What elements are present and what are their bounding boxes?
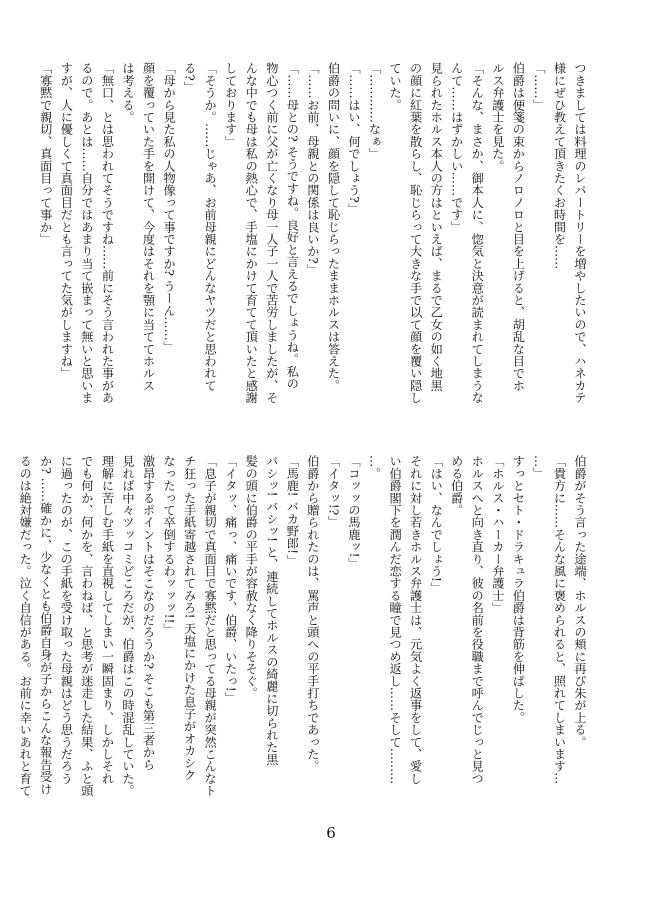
text-line: 物心つく前に父が亡くなり母一人子一人で苦労しましたが、そ xyxy=(264,62,279,404)
text-line: バシッ! バシッ! と、連続してホルスの綺麗に切られた黒 xyxy=(264,455,279,766)
text-line: 顔を覆っていた手を開けて、今度はそれを顎に当ててホルス xyxy=(141,62,156,392)
text-line: すっとセト・ドラキュラ伯爵は背筋を伸ばした。 xyxy=(511,455,526,724)
text-line: 「……お前、母親との関係は良いか?」 xyxy=(305,62,320,276)
text-line: 様にぜひ教えて頂きたくお時間を…… xyxy=(552,62,567,270)
text-line: に過ったのが、この手紙を受け取った母親はどう思うだろう xyxy=(59,455,74,785)
text-line: い伯爵閣下を潤んだ恋する瞳で見つめ返し……そして……… xyxy=(388,455,403,785)
text-line: 「貴方に……そんな風に褒められると、照れてしまいます… xyxy=(552,455,567,785)
text-line: でも何か、何かを、言わねば、と思考が迷走した結果、ふと頭 xyxy=(79,455,94,797)
text-line: んな中でも母は私の熱心で、手塩にかけて育てて頂いたと感謝 xyxy=(244,62,259,404)
text-line: んて……はずかしい……です」 xyxy=(449,62,464,233)
text-line: 「……」 xyxy=(531,62,546,111)
text-line: 「…………なぁ」 xyxy=(367,62,382,160)
text-line: 伯爵は便箋の束からノロノロと目を上げると、胡乱な目でホ xyxy=(511,62,526,392)
text-line: すが、人に優しくて真面目だとも言ってた気がしますね」 xyxy=(59,62,74,380)
text-line: 見れば中々ツッコミどころだが、伯爵はこの時混乱していた。 xyxy=(120,455,135,797)
text-line: か? ……確かに、少なくとも伯爵自身が子からこんな報告受け xyxy=(38,455,53,795)
text-line: しております」 xyxy=(223,62,238,148)
text-line: つきましては料理のレパートリーを増やしたいので、ハネカテ xyxy=(573,62,587,404)
text-line: 伯爵がそう言った途端、ホルスの頬に再び朱が上る。 xyxy=(573,455,587,748)
text-line: 「イタッ、痛っ、痛いです、伯爵、いたっ!」 xyxy=(223,455,238,704)
text-line: 「……はい、何でしょう?」 xyxy=(346,62,361,215)
text-line: 「そうか。……じゃあ、お前母親にどんなヤツだと思われて xyxy=(203,62,218,392)
text-line: 「馬鹿! バカ野郎!」 xyxy=(285,455,300,567)
text-line: ホルスへと向き直り、彼の名前を役職まで呼んでじっと見つ xyxy=(470,455,485,785)
text-line: 「寡黙で親切、真面目って事か」 xyxy=(38,62,53,245)
text-line: 「無口、とは思われてそうですね……前にそう言われた事があ xyxy=(100,62,115,404)
text-line: …」 xyxy=(531,455,546,480)
text-line: チ狂った手紙寄越されてみろ! 天塩にかけた息子がオカシク xyxy=(182,455,197,781)
text-line: 「はい、なんでしょう!」 xyxy=(429,455,444,595)
text-line: 「コッッの馬鹿ッ!」 xyxy=(346,455,361,570)
text-line: 「……母との? そうですね。良好と言えるでしょうね。私の xyxy=(285,62,300,390)
text-line: それに対し若きホルス弁護士は、元気よく返事をして、愛し xyxy=(408,455,423,785)
text-line: ルス弁護士を見た。 xyxy=(490,62,505,172)
text-line: …。 xyxy=(367,455,382,480)
text-line: の顔に紅葉を散らし、恥じらって大きな手で以て顔を覆い隠し xyxy=(408,62,423,404)
text-line: は考える。 xyxy=(120,62,135,123)
text-line: 理解に苦しむ手紙を直視してしまい一瞬固まり、しかしそれ xyxy=(100,455,115,785)
text-line: 激昂するポイントはそこなのだろうか? そこも第三者から xyxy=(141,455,156,771)
text-line: 伯爵の問いに、顔を隠して恥じらったままホルスは答えた。 xyxy=(326,62,341,392)
text-line: 「そんな、まさか、御本人に、惚気と決意が読まれてしまうな xyxy=(470,62,485,404)
text-line: るので。あとは……自分ではあまり当て嵌まって無いと思いま xyxy=(79,62,94,404)
text-line: るのは絶対嫌だった。泣く自信がある。お前に幸いあれと育て xyxy=(18,455,33,797)
text-line: ていた。 xyxy=(388,62,403,111)
page-number: 6 xyxy=(326,824,336,842)
text-line: 「ホルス・ハーカー弁護士」 xyxy=(490,455,505,614)
text-line: 「息子が親切で真面目で寡黙だと思ってる母親が突然こんなト xyxy=(203,455,218,797)
text-line: る?」 xyxy=(182,62,197,93)
text-line: める伯爵。 xyxy=(449,455,464,516)
text-line: 伯爵から贈られたのは、罵声と頭への平手打ちであった。 xyxy=(305,455,320,773)
text-line: 見られたホルス本人の方はといえば、まるで乙女の如く地黒 xyxy=(429,62,444,392)
lower-text-block xyxy=(18,455,590,797)
text-line: 「母から見た私の人物像って事ですか? うーん……」 xyxy=(162,62,177,353)
text-line: 「イタッ!?」 xyxy=(326,455,341,528)
text-line: 髪の頭に伯爵の平手が容赦なく降りそそぐ。 xyxy=(244,455,259,699)
upper-text-block xyxy=(38,62,590,404)
text-line: なったって卒倒するわッッッ!!」 xyxy=(162,455,177,636)
